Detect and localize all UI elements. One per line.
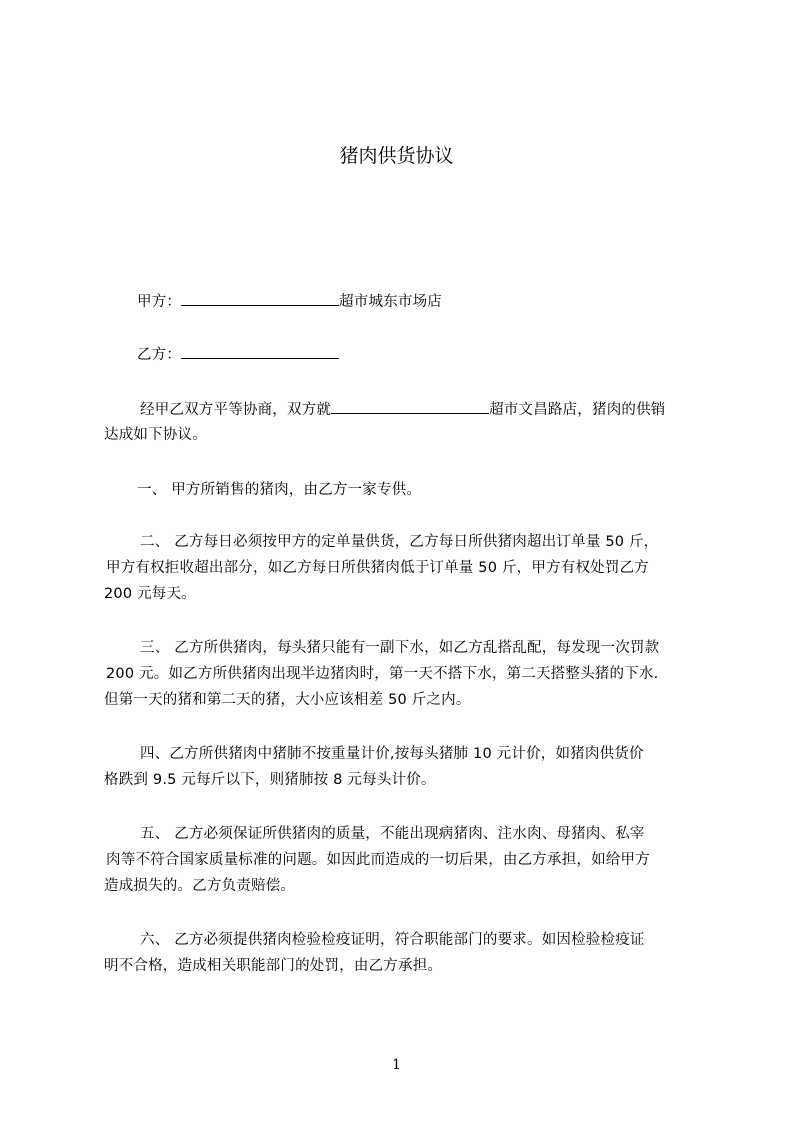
- party-a-blank: [181, 290, 339, 306]
- clause-5-line-2: 肉等不符合国家质量标准的问题。如因此而造成的一切后果，由乙方承担，如给甲方: [106, 852, 650, 868]
- intro-suffix: 超市文昌路店，猪肉的供销: [489, 402, 666, 418]
- clause-5-line-1: 五、 乙方必须保证所供猪肉的质量，不能出现病猪肉、注水肉、母猪肉、私宰: [140, 826, 645, 842]
- clause-6-line-1: 六、 乙方必须提供猪肉检验检疫证明，符合职能部门的要求。如因检验检疫证: [140, 932, 645, 948]
- clause-3-line-1: 三、 乙方所供猪肉，每头猪只能有一副下水，如乙方乱搭乱配，每发现一次罚款: [140, 640, 660, 656]
- clause-2-line-1: 二、 乙方每日必须按甲方的定单量供货，乙方每日所供猪肉超出订单量 50 斤，: [140, 534, 659, 550]
- clause-3-line-2: 200 元。如乙方所供猪肉出现半边猪肉时，第一天不搭下水，第二天搭整头猪的下水.: [106, 666, 659, 682]
- party-b-label: 乙方：: [137, 347, 182, 363]
- clause-1-line-1: 一、 甲方所销售的猪肉，由乙方一家专供。: [137, 482, 422, 498]
- clause-2-line-3: 200 元每天。: [104, 586, 196, 602]
- party-b-line: [137, 343, 339, 365]
- clause-5-line-3: 造成损失的。乙方负责赔偿。: [104, 878, 296, 894]
- page-number: 1: [392, 1057, 401, 1073]
- intro-prefix: 经甲乙双方平等协商，双方就: [140, 402, 332, 418]
- clause-4-line-1: 四、乙方所供猪肉中猪肺不按重量计价,按每头猪肺 10 元计价，如猪肉供货价: [140, 746, 644, 762]
- party-a-line: [137, 290, 442, 312]
- party-a-store: 超市城东市场店: [339, 294, 443, 310]
- clause-3-line-3: 但第一天的猪和第二天的猪，大小应该相差 50 斤之内。: [104, 692, 471, 708]
- intro-line-2: 达成如下协议。: [104, 427, 207, 443]
- party-b-blank: [181, 343, 339, 359]
- clause-6-line-2: 明不合格，造成相关职能部门的处罚，由乙方承担。: [104, 958, 443, 974]
- intro-line-1: [140, 398, 666, 420]
- clause-2-line-2: 甲方有权拒收超出部分，如乙方每日所供猪肉低于订单量 50 斤，甲方有权处罚乙方: [106, 560, 649, 576]
- clause-4-line-2: 格跌到 9.5 元每斤以下，则猪肺按 8 元每头计价。: [104, 772, 436, 788]
- intro-blank: [331, 398, 489, 414]
- party-a-label: 甲方：: [137, 294, 182, 310]
- document-title: 猪肉供货协议: [339, 145, 454, 167]
